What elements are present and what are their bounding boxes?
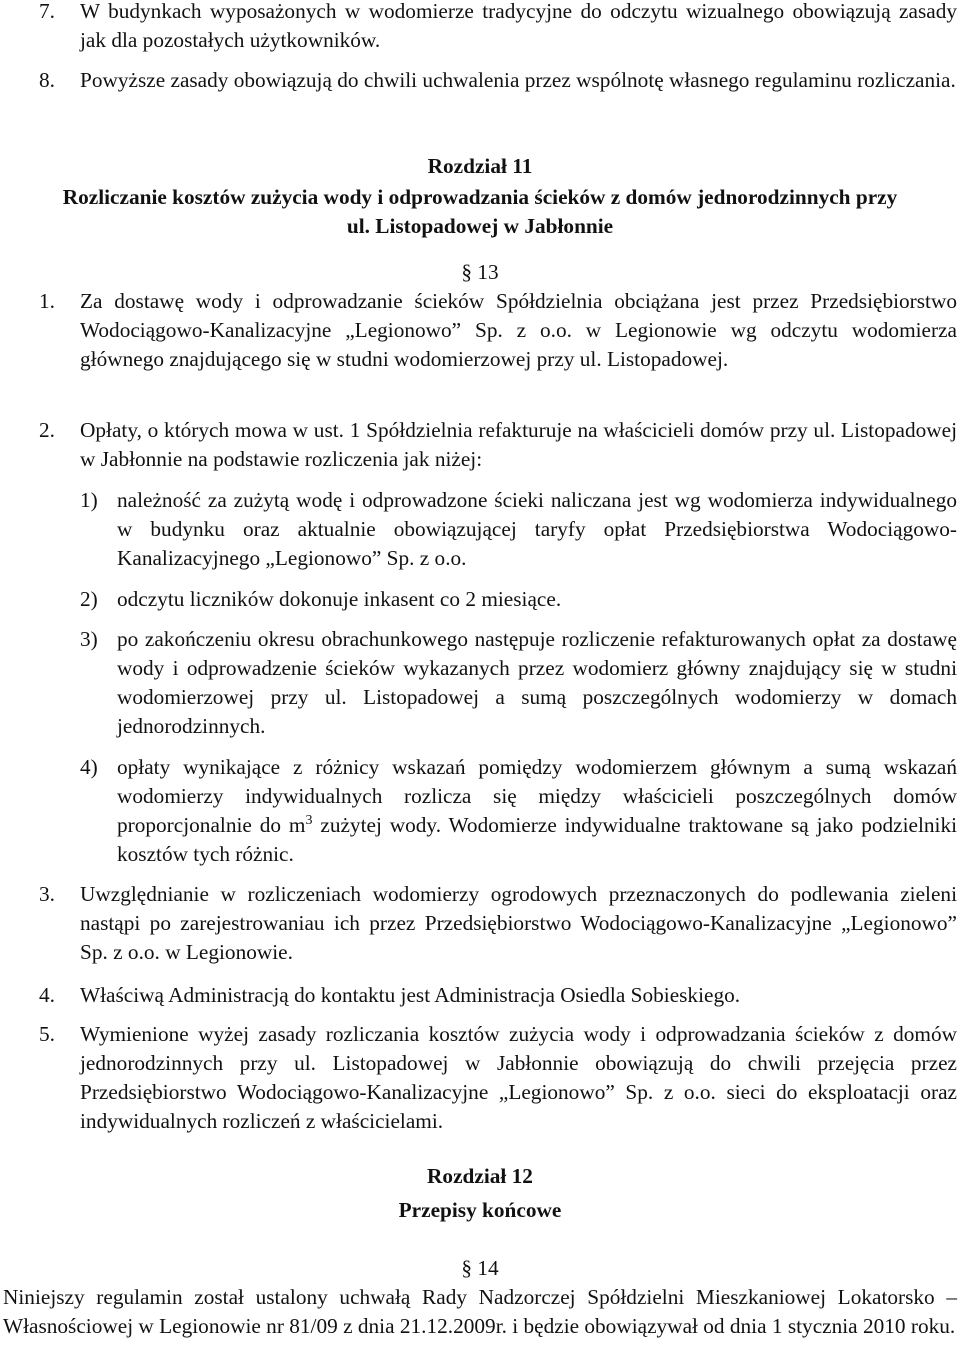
item-text: Wymienione wyżej zasady rozliczania kosztów zużycia wody i odprowadzania ścieków z domów jednorodzinnych przy ul. Listopadowej w Jabłonnie obowiązują do chwili przejęcia przez Przedsiębiorstwo Wodociągowo-Kanalizacyjne „Legionowo” Sp. z o.o. sieci do eksploatacji oraz indywidualnych rozliczeń z właścicielami. <box>80 1022 957 1133</box>
item-number: 2. <box>39 418 55 442</box>
item-text: W budynkach wyposażonych w wodomierze tradycyjne do odczytu wizualnego obowiązują zasady jak dla pozostałych użytkowników. <box>80 0 957 52</box>
sub-item-number: 2) <box>80 587 98 611</box>
chapter-11-subtitle: Rozliczanie kosztów zużycia wody i odprowadzania ścieków z domów jednorodzinnych przy ul. Listopadowej w Jabłonnie <box>62 185 898 238</box>
item-number: 7. <box>39 0 55 23</box>
sub-item-number: 1) <box>80 488 98 512</box>
list-item-8 <box>39 66 957 95</box>
list-item-7 <box>39 0 957 55</box>
chapter-12-title: Rozdział 12 <box>427 1164 533 1188</box>
list-item-1 <box>39 287 957 374</box>
sub-item-text: należność za zużytą wodę i odprowadzone ścieki naliczana jest wg wodomierza indywidualnego w budynku oraz aktualnie obowiązującej taryfy opłat Przedsiębiorstwa Wodociągowo-Kanalizacyjnego „Legionowo” Sp. z o.o. <box>117 488 957 570</box>
list-item-3 <box>39 880 957 967</box>
sub-item-1 <box>80 486 957 573</box>
sub-item-4 <box>80 753 957 869</box>
list-item-5 <box>39 1020 957 1136</box>
section-number: 13 <box>477 260 499 284</box>
section-symbol: § <box>461 260 473 284</box>
item-text: Opłaty, o których mowa w ust. 1 Spółdzielnia refakturuje na właścicieli domów przy ul. Listopadowej w Jabłonnie na podstawie rozliczenia jak niżej: <box>80 418 957 471</box>
item-number: 1. <box>39 289 55 313</box>
sub-item-text: odczytu liczników dokonuje inkasent co 2 miesiące. <box>117 587 562 611</box>
sub-item-2 <box>80 585 957 614</box>
section-number: 14 <box>477 1256 499 1280</box>
item-number: 3. <box>39 882 55 906</box>
item-number: 4. <box>39 983 55 1007</box>
sub-item-3 <box>80 625 957 741</box>
item-text: Za dostawę wody i odprowadzanie ścieków Spółdzielnia obciążana jest przez Przedsiębiorstwo Wodociągowo-Kanalizacyjne „Legionowo” Sp. z o.o. w Legionowie wg odczytu wodomierza głównego znajdującego się w studni wodomierzowej przy ul. Listopadowej. <box>80 289 957 371</box>
section-14 <box>0 1254 960 1283</box>
list-item-2 <box>39 416 957 474</box>
sub-item-number: 4) <box>80 755 98 779</box>
sub-item-number: 3) <box>80 627 98 651</box>
list-item-4 <box>39 981 957 1010</box>
chapter-12-subtitle: Przepisy końcowe <box>398 1198 562 1222</box>
item-number: 8. <box>39 68 55 92</box>
final-provision-text: Niniejszy regulamin został ustalony uchwałą Rady Nadzorczej Spółdzielni Mieszkaniowej Lokatorsko – Własnościowej w Legionowie nr 81/09 z dnia 21.12.2009r. i będzie obowiązywał od dnia 1 stycznia 2010 roku. <box>3 1285 957 1338</box>
item-text: Powyższe zasady obowiązują do chwili uchwalenia przez wspólnotę własnego regulaminu rozliczania. <box>80 68 956 92</box>
sub-item-text: po zakończeniu okresu obrachunkowego następuje rozliczenie refakturowanych opłat za dostawę wody i odprowadzenie ścieków wykazanych przez wodomierz główny znajdujący się w studni wodomierzowej przy ul. Listopadowej a sumą poszczególnych wodomierzy w domach jednorodzinnych. <box>117 627 957 738</box>
item-text: Właściwą Administracją do kontaktu jest Administracja Osiedla Sobieskiego. <box>80 983 741 1007</box>
superscript-exponent: 3 <box>305 812 313 828</box>
chapter-11-title: Rozdział 11 <box>427 154 533 178</box>
item-text: Uwzględnianie w rozliczeniach wodomierzy ogrodowych przeznaczonych do podlewania zieleni nastąpi po zarejestrowaniau ich przez Przedsiębiorstwo Wodociągowo-Kanalizacyjne „Legionowo” Sp. z o.o. w Legionowie. <box>80 882 957 964</box>
text-part-1: opłaty wynikające z różnicy wskazań pomiędzy wodomierzem głównym a sumą wskazań wodomierzy indywidualnych rozlicza się między właścicieli poszczególnych domów proporcjonalnie do m <box>117 755 957 837</box>
section-13 <box>0 258 960 287</box>
section-symbol: § <box>461 1256 473 1280</box>
item-number: 5. <box>39 1022 55 1046</box>
text-part-2: zużytej wody. Wodomierze indywidualne traktowane są jako podzielniki kosztów tych różnic. <box>117 813 958 866</box>
sub-item-text <box>117 753 957 869</box>
